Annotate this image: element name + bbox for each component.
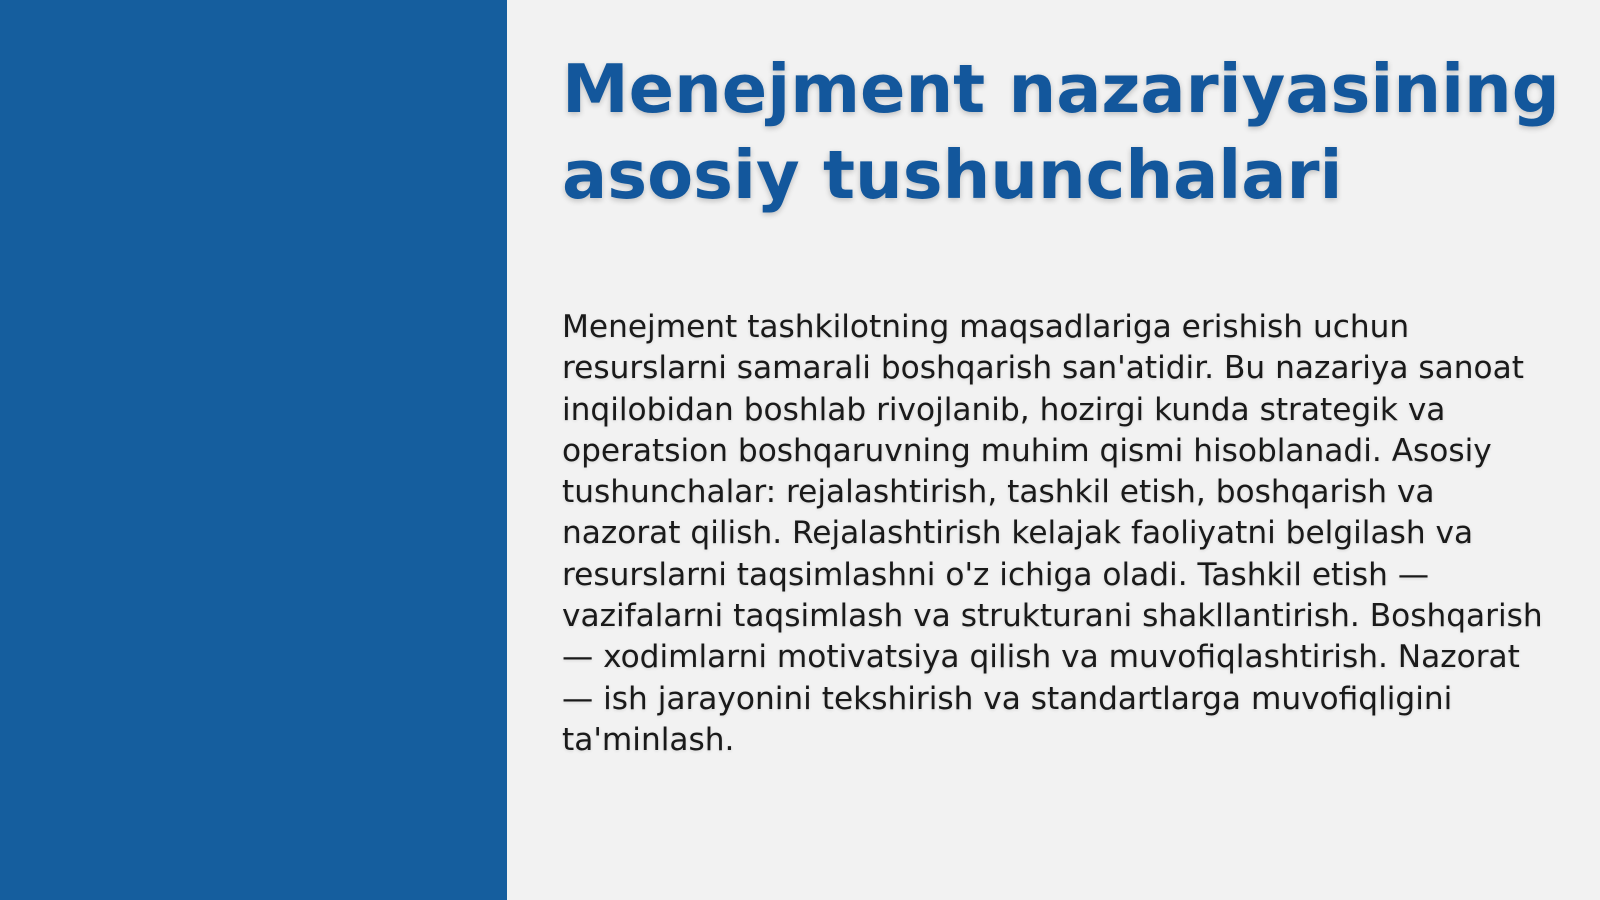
slide-body-text: Menejment tashkilotning maqsadlariga erishish uchun resurslarni samarali boshqarish san'atidir. Bu nazariya sanoat inqilobidan boshlab rivojlanib, hozirgi kunda strategik va operatsion boshqaruvning muhim qismi hisoblanadi. Asosiy tushunchalar: rejalashtirish, tashkil etish, boshqarish va nazorat qilish. Rejalashtirish kelajak faoliyatni belgilash va resurslarni taqsimlashni o'z ichiga oladi. Tashkil etish — vazifalarni taqsimlash va strukturani shakllantirish. Boshqarish — xodimlarni motivatsiya qilish va muvofiqlashtirish. Nazorat — ish jarayonini tekshirish va standartlarga muvofiqligini ta'minlash.: [562, 309, 1543, 758]
side-color-panel: [0, 0, 507, 900]
slide-title: Menejment nazariyasining asosiy tushunchalari: [562, 50, 1560, 214]
slide-content: [562, 0, 1562, 900]
